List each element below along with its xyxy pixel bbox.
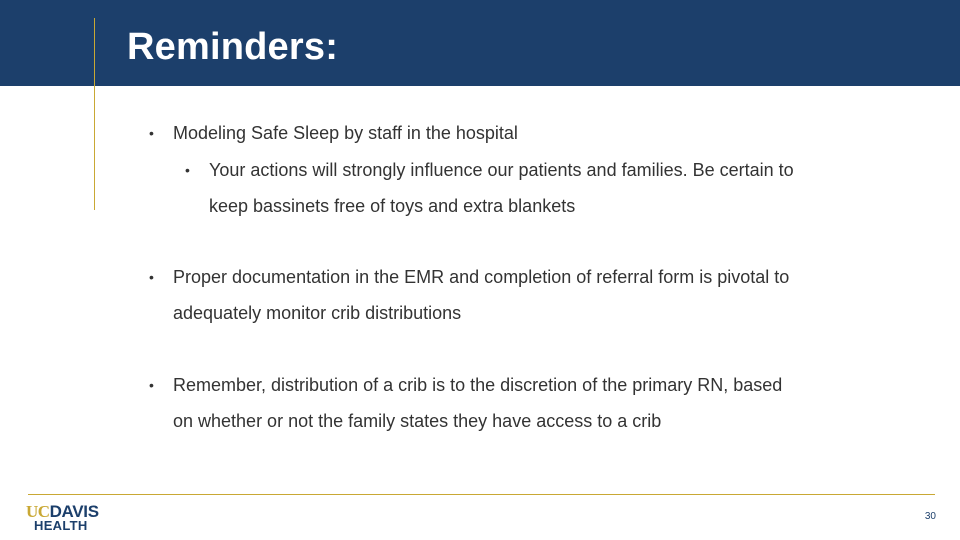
bullet-item [149, 115, 793, 151]
bullet-item [149, 259, 793, 331]
bullet-glyph: • [185, 162, 190, 178]
bullet-text: Proper documentation in the EMR and completion of referral form is pivotal to adequately monitor crib distributions [173, 267, 790, 323]
bullet-glyph: • [149, 125, 154, 141]
footer-divider [28, 494, 935, 495]
bullet-text: Modeling Safe Sleep by staff in the hospital [173, 123, 518, 143]
logo-davis-text: DAVIS [49, 502, 99, 521]
bullet-glyph: • [149, 377, 154, 393]
sub-bullet-item [185, 152, 799, 224]
uc-davis-health-logo [26, 503, 106, 533]
bullet-text: Remember, distribution of a crib is to the discretion of the primary RN, based on whether or not the family states they have access to a crib [173, 375, 783, 431]
page-number: 30 [924, 511, 936, 522]
bullet-item [149, 367, 793, 439]
slide-title: Reminders: [127, 26, 339, 68]
logo-health-text: HEALTH [34, 518, 88, 533]
logo-uc-text: UC [26, 502, 50, 521]
bullet-glyph: • [149, 269, 154, 285]
bullet-text: Your actions will strongly influence our patients and families. Be certain to keep bassinets free of toys and extra blankets [209, 160, 794, 216]
